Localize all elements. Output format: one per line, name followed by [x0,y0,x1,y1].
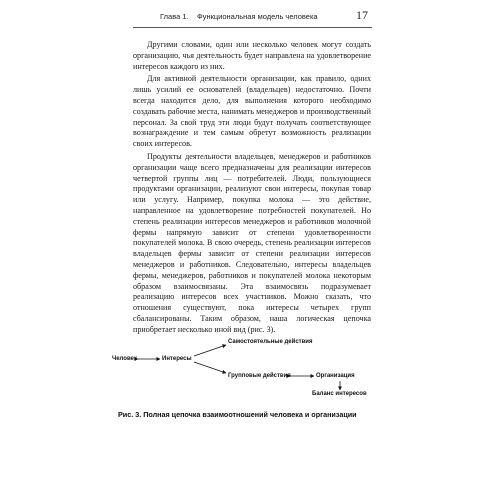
body-text [133,40,371,336]
running-header [133,8,368,26]
chapter-title: Функциональная модель человека [197,12,318,21]
paragraph: Для активной деятельности организации, как правило, одних лишь усилий ее основателей (владельцев) недостаточно. Почти всегда находится дело, для выполнения которого необходимо создавать рабочие места, нанимать менеджеров и производственный персонал. За свой труд эти люди будут получать соответствующее вознаграждение и тем самым обретут возможность реализации своих интересов. [133,74,371,149]
node-organization: Организация [316,373,355,379]
node-group-actions: Групповые действия [228,373,291,379]
arrow-interests-group [194,362,226,373]
paragraph: Другими словами, один или несколько человек могут создать организацию, чья деятельность будет направлена на удовлетворение интересов каждого из них. [133,40,371,71]
arrow-interests-independent [194,345,226,356]
figure-caption: Рис. 3. Полная цепочка взаимоотношений человека и организации [118,410,357,419]
page-number: 17 [356,8,368,22]
node-person: Человек [112,356,137,362]
node-interest-balance: Баланс интересов [312,391,367,397]
node-independent-actions: Самостоятельные действия [228,339,313,345]
node-interests: Интересы [162,356,192,362]
paragraph: Продукты деятельности владельцев, менеджеров и работников организации чаще всего предназначены для реализации интересов четвертой группы лиц — потребителей. Люди, пользующиеся продуктами организации, реализуют свои интересы, покупая товар или услугу. Например, покупка молока — это действие, направленное на удовлетворение потребностей покупателей. Но степень реализации интересов менеджеров и работников молочной фермы напрямую зависит от степени удовлетворенности покупателей молока. В свою очередь, степень реализации интересов владельцев фермы зависит от степени реализации интересов менеджеров и работников. Следовательно, интересы владельцев фермы, менеджеров, работников и покупателей молока некоторым образом взаимосвязаны. Эта взаимосвязь подразумевает реализацию интересов всех участников. Можно сказать, что отношения существуют, пока интересы четырех групп сбалансированы. Таким образом, наша логическая цепочка приобретает несколько иной вид (рис. 3). [133,151,371,334]
relationship-diagram [112,335,382,407]
header-divider [133,27,372,28]
chapter-label: Глава 1. [160,12,189,21]
